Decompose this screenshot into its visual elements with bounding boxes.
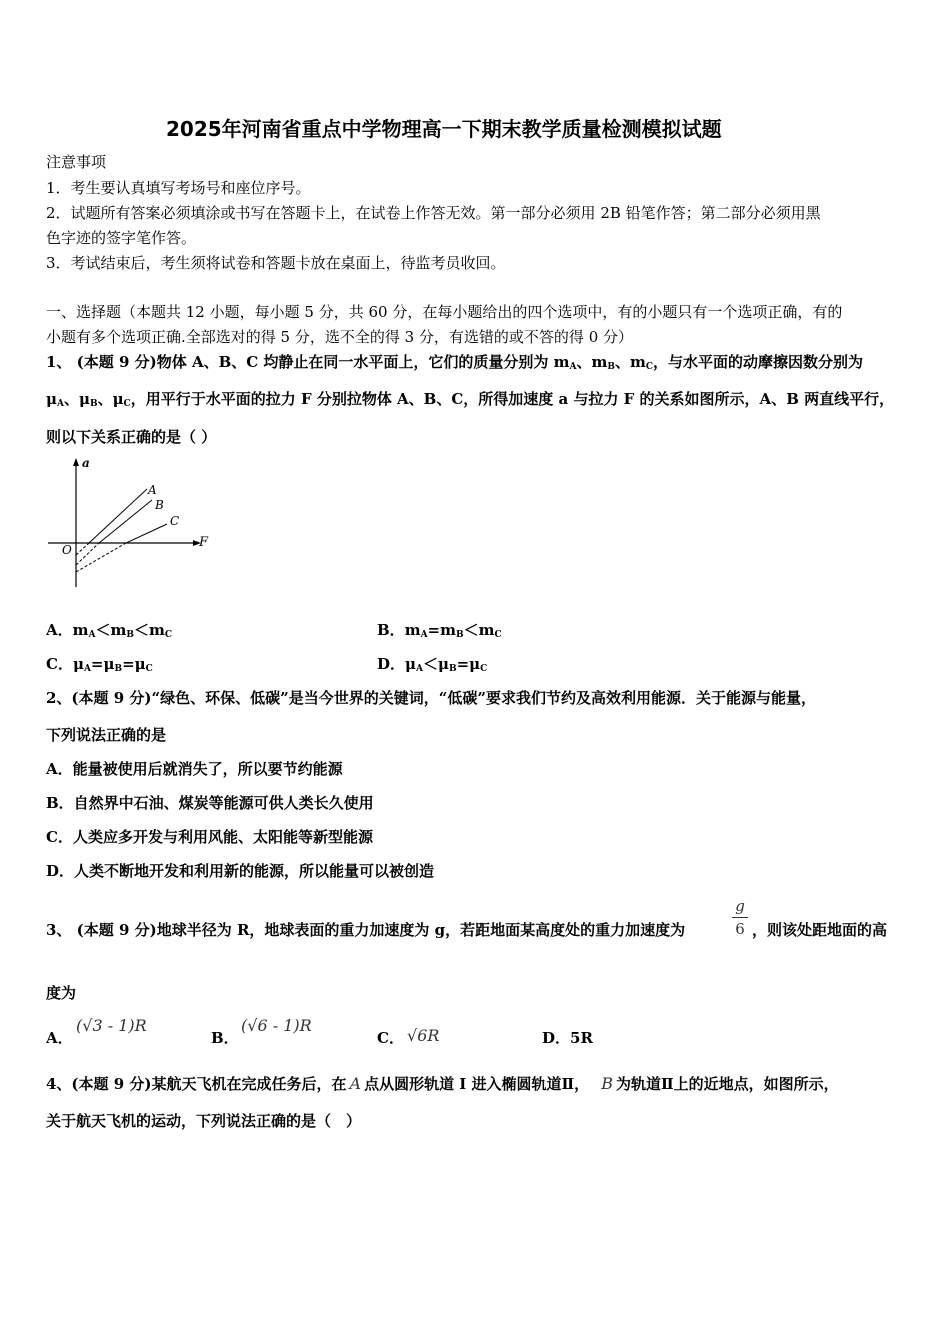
q3-option-b-label: B． — [211, 1029, 239, 1047]
q1-graph — [44, 455, 214, 590]
line-a-label: A — [148, 483, 157, 497]
q4-stem-line1: 4、(本题 9 分)某航天飞机在完成任务后，在 A 点从圆形轨道 I 进入椭圆轨道Ⅱ， B 为轨道Ⅱ上的近地点，如图所示， — [46, 1074, 839, 1093]
q2-stem-line1: 2、(本题 9 分)“绿色、环保、低碳”是当今世界的关键词，“低碳”要求我们节约及高效利用能源．关于能源与能量， — [46, 689, 817, 707]
page-title: 2025年河南省重点中学物理高一下期末教学质量检测模拟试题 — [166, 117, 722, 141]
q3-option-a-label: A． — [46, 1029, 73, 1047]
point-a-symbol: A — [349, 1074, 362, 1093]
q1-option-a: A．$m_A<m_B<m_C$ — [46, 621, 173, 640]
line-c-label: C — [170, 514, 180, 528]
line-b-dashed — [76, 543, 99, 565]
q1-option-b: B．$m_A=m_B<m_C$ — [377, 621, 502, 640]
q2-option-c: C．人类应多开发与利用风能、太阳能等新型能源 — [46, 828, 373, 846]
notice-item: 3．考试结束后，考生须将试卷和答题卡放在桌面上，待监考员收回。 — [46, 254, 506, 272]
q2-option-d: D．人类不断地开发和利用新的能源，所以能量可以被创造 — [46, 862, 435, 880]
fraction-bar — [732, 917, 748, 918]
q2-option-a: A．能量被使用后就消失了，所以要节约能源 — [46, 760, 343, 778]
q3-option-c-formula: √6R — [407, 1026, 440, 1045]
line-b — [99, 500, 152, 543]
q1-option-c: C．$\mu_A=\mu_B=\mu_C$ — [46, 655, 153, 674]
q3-stem-tail: ，则该处距地面的高 — [752, 921, 888, 939]
point-b-symbol: B — [601, 1074, 613, 1093]
q3-option-a-formula: (√3 - 1)R — [76, 1016, 147, 1035]
section-instructions: 小题有多个选项正确.全部选对的得 5 分，选不全的得 3 分，有选错的或不答的得 0 分） — [46, 328, 634, 346]
notice-item: 1．考生要认真填写考场号和座位序号。 — [46, 179, 311, 197]
section-instructions: 一、选择题（本题共 12 小题，每小题 5 分，共 60 分，在每小题给出的四个选项中，有的小题只有一个选项正确，有的 — [46, 303, 843, 321]
x-axis-label: F — [199, 535, 209, 550]
q1-stem-line2: $\mu_A$、$\mu_B$、$\mu_C$，用平行于水平面的拉力 F 分别拉物体 A、B、C，所得加速度 a 与拉力 F 的关系如图所示，A、B 两直线平行， — [46, 390, 895, 409]
q1-stem-line1: 1、 (本题 9 分)物体 A、B、C 均静止在同一水平面上，它们的质量分别为 $m_A$、$m_B$、$m_C$，与水平面的动摩擦因数分别为 — [46, 353, 864, 372]
q3-option-c-label: C． — [377, 1029, 404, 1047]
q3-stem-line1: 3、 (本题 9 分)地球半径为 R，地球表面的重力加速度为 g，若距地面某高度处的重力加速度为 — [46, 921, 686, 939]
q2-option-b: B．自然界中石油、煤炭等能源可供人类长久使用 — [46, 794, 374, 812]
notice-item: 色字迹的签字笔作答。 — [46, 229, 197, 247]
q3-option-d: D．5R — [542, 1029, 593, 1047]
q1-stem-line3: 则以下关系正确的是（ ） — [46, 428, 217, 446]
q4-stem-line2: 关于航天飞机的运动，下列说法正确的是（ ） — [46, 1112, 362, 1130]
q2-stem-line2: 下列说法正确的是 — [46, 726, 167, 744]
fraction-denominator: 6 — [735, 920, 745, 938]
line-a — [89, 489, 147, 543]
q3-stem-line2: 度为 — [46, 984, 77, 1002]
q3-fraction — [732, 897, 748, 938]
line-b-label: B — [155, 498, 164, 512]
y-axis-arrow — [73, 458, 79, 466]
notice-heading: 注意事项 — [46, 153, 107, 171]
line-a-dashed — [76, 543, 89, 555]
origin-label: O — [62, 543, 72, 557]
fraction-numerator: g — [735, 897, 745, 915]
q3-option-b-formula: (√6 - 1)R — [241, 1016, 312, 1035]
notice-item: 2．试题所有答案必须填涂或书写在答题卡上，在试卷上作答无效。第一部分必须用 2B 铅笔作答；第二部分必须用黑 — [46, 204, 821, 222]
line-c — [126, 524, 167, 543]
y-axis-label: a — [82, 456, 90, 470]
q1-option-d: D．$\mu_A<\mu_B=\mu_C$ — [377, 655, 488, 674]
